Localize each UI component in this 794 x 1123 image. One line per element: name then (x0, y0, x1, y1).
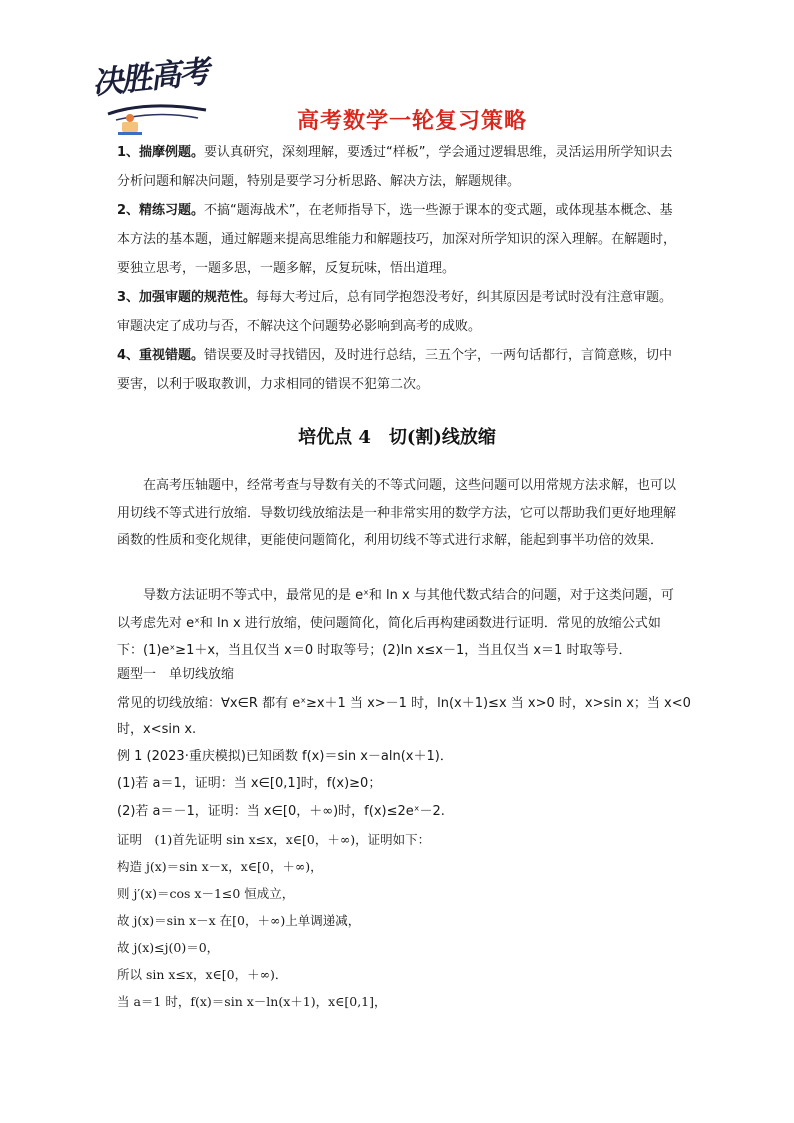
proof-line: 构造 j(x)＝sin x－x，x∈[0，＋∞)， (117, 859, 323, 874)
page-title: 高考数学一轮复习策略 (296, 109, 527, 134)
strategy-label: 3、加强审题的规范性。 (117, 290, 257, 305)
proof-line: 所以 sin x≤x，x∈[0，＋∞)． (117, 967, 288, 982)
type-heading: 题型一 单切线放缩 (117, 667, 235, 682)
strategy-label: 2、精练习题。 (117, 203, 205, 218)
proof-line: 故 j(x)≤j(0)＝0， (117, 940, 220, 955)
logo-text: 决胜高考 (90, 53, 210, 102)
question-2: (2)若 a＝－1，证明：当 x∈[0，＋∞)时，f(x)≤2eˣ－2. (117, 804, 445, 819)
question-1: (1)若 a＝1，证明：当 x∈[0,1]时，f(x)≥0； (117, 776, 382, 791)
common-tangent-line-2: 时，x<sin x. (117, 722, 197, 737)
strategy-text: 每每大考过后，总有同学抱怨没考好，纠其原因是考试时没有注意审题。审题决定了成功与否，不解决这个问题势必影响到高考的成败。 (117, 290, 673, 334)
proof-line: 证明 (1)首先证明 sin x≤x，x∈[0，＋∞)，证明如下： (117, 832, 431, 847)
strategy-2 (117, 196, 685, 283)
example-statement: 例 1 (2023·重庆模拟)已知函数 f(x)＝sin x－aln(x＋1)． (117, 749, 453, 764)
strategy-3 (117, 283, 685, 341)
section-title: 培优点 4 切(割)线放缩 (298, 427, 496, 448)
common-tangent-line-1: 常见的切线放缩：∀x∈R 都有 eˣ≥x＋1 当 x>－1 时，ln(x＋1)≤x 当 x>0 时，x>sin x；当 x<0 (117, 696, 691, 711)
strategy-4 (117, 341, 685, 399)
strategy-1 (117, 138, 685, 196)
strategy-text: 不搞“题海战术”，在老师指导下，选一些源于课本的变式题，或体现基本概念、基本方法的基本题，通过解题来提高思维能力和解题技巧，加深对所学知识的深入理解。在解题时，要独立思考，一题多思，一题多解，反复玩味，悟出道理。 (117, 203, 677, 276)
proof-line: 则 j′(x)＝cos x－1≤0 恒成立， (117, 886, 295, 901)
strategy-label: 4、重视错题。 (117, 348, 205, 363)
strategy-label: 1、揣摩例题。 (117, 145, 205, 160)
proof-line: 故 j(x)＝sin x－x 在[0，＋∞)上单调递减， (117, 913, 361, 928)
strategy-text: 要认真研究，深刻理解，要透过“样板”，学会通过逻辑思维，灵活运用所学知识去分析问题和解决问题，特别是要学习分析思路、解决方法，解题规律。 (117, 145, 673, 189)
intro-paragraph-2: 导数方法证明不等式中，最常见的是 eˣ和 ln x 与其他代数式结合的问题，对于这类问题，可以考虑先对 eˣ和 ln x 进行放缩，使问题简化，简化后再构建函数进行证明．常见的放缩公式如下：(1)eˣ≥1＋x，当且仅当 x＝0 时取等号；(2)ln x≤x－1，当且仅当 x＝1 时取等号． (117, 588, 674, 658)
intro-paragraph-1: 在高考压轴题中，经常考查与导数有关的不等式问题，这些问题可以用常规方法求解，也可以用切线不等式进行放缩．导数切线放缩法是一种非常实用的数学方法，它可以帮助我们更好地理解函数的性质和变化规律，更能使问题简化，利用切线不等式进行求解，能起到事半功倍的效果． (117, 478, 677, 548)
strategy-text: 错误要及时寻找错因，及时进行总结，三五个字，一两句话都行，言简意赅，切中要害，以利于吸取教训，力求相同的错误不犯第二次。 (117, 348, 673, 392)
proof-line: 当 a＝1 时，f(x)＝sin x－ln(x＋1)，x∈[0,1]， (117, 994, 387, 1009)
